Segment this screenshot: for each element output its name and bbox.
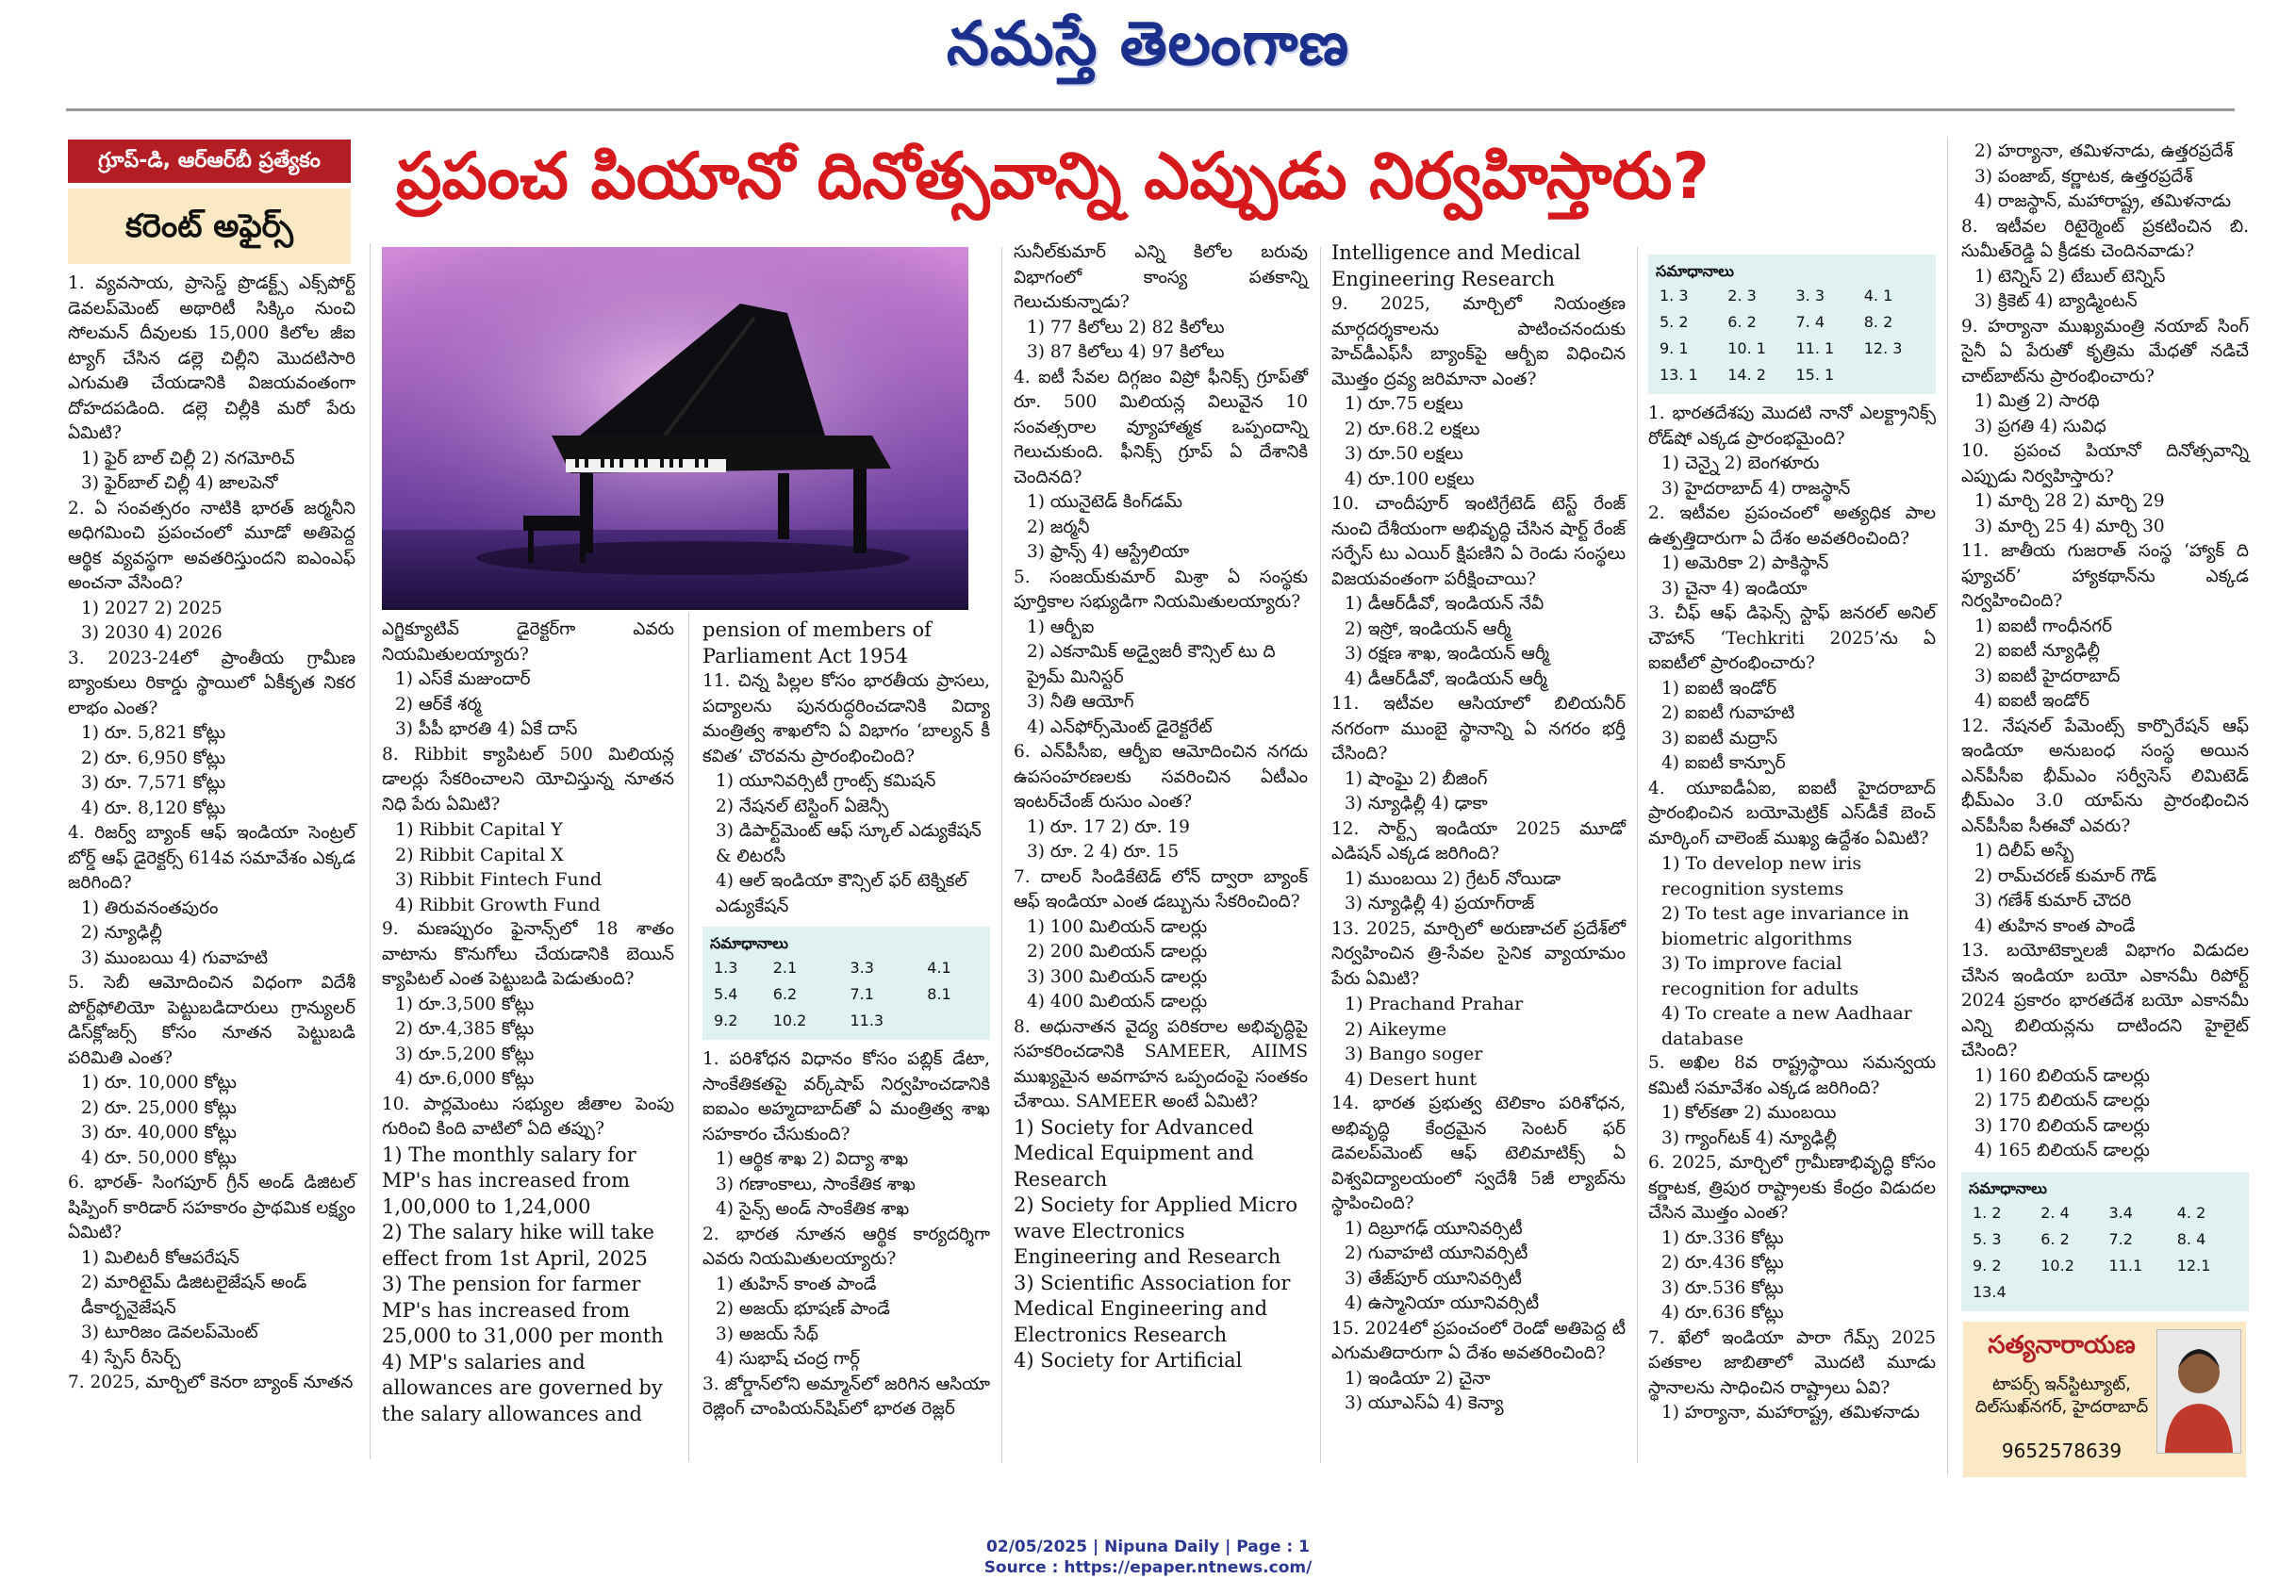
option-text: 4) సైన్స్ అండ్ సాంకేతిక శాఖ — [716, 1199, 910, 1219]
column-divider — [688, 613, 689, 1461]
question-text: 11. ఇటీవల ఆసియాలో బిలియనీర్ నగరంగా ముంబై స్థానాన్ని ఏ నగరం భర్తీ చేసింది? — [1331, 694, 1626, 764]
option-text: 1) హర్యానా, మహారాష్ట్ర, తమిళనాడు — [1661, 1403, 1920, 1423]
answer-cell: 4.1 — [927, 959, 951, 977]
option-text: 3) రూ. 7,571 కోట్లు — [81, 773, 226, 793]
option-text: 3) ఐఐటీ మద్రాస్ — [1661, 728, 1778, 749]
question-text: 1. పరిశోధన విధానం కోసం పబ్లిక్ డేటా, సాంకేతికతపై వర్క్‌షాప్ నిర్వహించడానికి ఐఐఎం అహ్మదాబాద్‌తో ఏ మంత్రిత్వ శాఖ సహకారం చేసుకుంది? — [702, 1049, 990, 1144]
option-text: 3) 300 మిలియన్ డాలర్లు — [1027, 966, 1208, 987]
option-text: pension of members of Parliament Act 1954 — [702, 618, 932, 667]
option-text: 3) ఐఐటీ హైదరాబాద్ — [1974, 666, 2121, 686]
answer-cell: 12.1 — [2176, 1256, 2211, 1275]
option-text: 2) హర్యానా, తమిళనాడు, ఉత్తరప్రదేశ్ — [1974, 141, 2234, 161]
answer-cell: 12. 3 — [1863, 339, 1903, 357]
column-5 — [1331, 240, 1626, 1417]
option-text: 1) The monthly salary for MP's has increased from 1,00,000 to 1,24,000 — [382, 1143, 636, 1218]
option-text: 3) పంజాబ్, కర్ణాటక, ఉత్తరప్రదేశ్ — [1974, 166, 2193, 187]
option-text: 1) రూ. 10,000 కోట్లు — [81, 1073, 237, 1093]
question-text: 13. 2025, మార్చిలో అరుణాచల్ ప్రదేశ్‌లో నిర్వహించిన త్రి-సేవల సైనిక వ్యాయామం పేరు ఏమిటి? — [1331, 918, 1626, 989]
question-text: ఎగ్జిక్యూటివ్ డైరెక్టర్‌గా ఎవరు నియమితులయ్యారు? — [382, 619, 674, 665]
answer-cell: 3.3 — [850, 959, 874, 977]
option-text: 3) అజయ్ సేథ్ — [716, 1324, 818, 1344]
option-text: 3) రూ.536 కోట్లు — [1661, 1277, 1784, 1298]
option-text: 1) రూ. 17 2) రూ. 19 — [1027, 816, 1190, 837]
piano-illustration — [382, 247, 968, 610]
option-text: 3) To improve facial recognition for adults — [1661, 953, 1859, 999]
option-text: 1) టెన్నిస్ 2) టేబుల్ టెన్నిస్ — [1974, 266, 2166, 287]
question-text: 10. పార్లమెంటు సభ్యుల జీతాల పెంపు గురించి కింది వాటిలో ఏది తప్పు? — [382, 1094, 674, 1139]
answer-table — [1969, 1200, 2241, 1306]
answer-cell: 6.2 — [772, 985, 798, 1003]
option-text: 1) ఐఐటీ గాంధీనగర్ — [1974, 616, 2112, 636]
option-text: 1) మిలిటరీ కోఆపరేషన్ — [81, 1247, 240, 1268]
option-text: 3) రూ. 40,000 కోట్లు — [81, 1123, 237, 1143]
option-text: 1) Prachand Prahar — [1345, 994, 1524, 1014]
question-text: 6. 2025, మార్చిలో గ్రామీణాభివృద్ధి కోసం కర్ణాటక, త్రిపుర రాష్ట్రాలకు కేంద్రం విడుదల చేసిన మొత్తం ఎంత? — [1648, 1153, 1936, 1223]
option-text: 3) హైదరాబాద్ 4) రాజస్థాన్ — [1661, 478, 1851, 499]
footer-date: 02/05/2025 | Nipuna Daily | Page : 1 — [986, 1538, 1310, 1556]
answer-cell: 14. 2 — [1727, 366, 1766, 384]
option-text: 2) Aikeyme — [1345, 1018, 1447, 1040]
option-text: 2) ఎకనామిక్ అడ్వైజరీ కౌన్సిల్ టు ది ప్రైమ్ మినిస్టర్ — [1027, 642, 1276, 687]
option-text: 2) అజయ్ భూషణ్ పాండే — [716, 1299, 890, 1319]
author-phone: 9652578639 — [2001, 1440, 2123, 1462]
answer-cell: 9. 1 — [1660, 339, 1689, 357]
answer-cell: 8. 2 — [1863, 313, 1893, 331]
question-text: 2. భారత నూతన ఆర్థిక కార్యదర్శిగా ఎవరు నియమితులయ్యారు? — [702, 1224, 990, 1269]
column-divider — [1001, 247, 1002, 1463]
answer-cell: 5.4 — [714, 985, 738, 1003]
option-text: 1) షాంఘై 2) బీజింగ్ — [1345, 768, 1488, 789]
question-text: 4. యూఐడీఏఐ, ఐఐటీ హైదరాబాద్ ప్రారంభించిన బయోమెట్రిక్ ఎస్‌డీకే బెంచ్ మార్కింగ్ చాలెంజ్ ముఖ్య ఉద్దేశం ఏమిటి? — [1648, 778, 1936, 848]
answer-cell: 8.1 — [927, 985, 951, 1003]
answer-box — [1648, 255, 1936, 394]
option-text: 1) దిబ్రూగఢ్ యూనివర్సిటీ — [1345, 1218, 1523, 1239]
column-2 — [382, 617, 674, 1427]
option-text: 1) మార్చి 28 2) మార్చి 29 — [1974, 491, 2165, 511]
question-text: 8. అధునాతన వైద్య పరికరాల అభివృద్ధిపై సహకరించడానికి SAMEER, AIIMS ముఖ్యమైన అవగాహన ఒప్పందంపై సంతకం చేశాయి. SAMEER అంటే ఏమిటి? — [1014, 1016, 1308, 1111]
answer-cell: 11. 1 — [1795, 339, 1835, 357]
option-text: 1) యూనివర్సిటీ గ్రాంట్స్ కమిషన్ — [716, 771, 936, 791]
option-text: 3) రక్షణ శాఖ, ఇండియన్ ఆర్మీ — [1345, 644, 1550, 664]
question-text: 9. మణప్పురం ఫైనాన్స్‌లో 18 శాతం వాటాను కొనుగోలు చేయడానికి బెయిన్ క్యాపిటల్ ఎంత పెట్టుబడి పెడుతుంది? — [382, 919, 674, 989]
footer-source: Source : https://epaper.ntnews.com/ — [983, 1558, 1313, 1577]
author-role: టాపర్స్ ఇన్‌స్టిట్యూట్, దిల్‌సుఖ్‌నగర్, హైదరాబాద్ — [1974, 1374, 2149, 1417]
question-text: 10. ప్రపంచ పియానో దినోత్సవాన్ని ఎప్పుడు నిర్వహిస్తారు? — [1961, 441, 2249, 486]
answer-cell: 7.2 — [2108, 1229, 2133, 1248]
answer-cell: 5. 3 — [1973, 1229, 2002, 1248]
answer-cell: 3.4 — [2108, 1203, 2133, 1222]
option-text: 2) ఐఐటీ గువాహటి — [1661, 703, 1795, 723]
answer-box — [702, 927, 990, 1040]
question-text: 4. ఐటీ సేవల దిగ్గజం విప్రో ఫీనిక్స్ గ్రూప్‌తో రూ. 500 మిలియన్ల విలువైన 10 సంవత్సరాల వ్యూహాత్మక ఒప్పందాన్ని గెలుచుకుంది. ఫీనిక్స్ గ్రూప్ ఏ దేశానికి చెందినది? — [1014, 367, 1308, 487]
headline: ప్రపంచ పియానో దినోత్సవాన్ని ఎప్పుడు నిర్వహిస్తారు? — [396, 140, 1710, 214]
answer-cell: 2.1 — [772, 959, 798, 977]
option-text: 3) Ribbit Fintech Fund — [395, 869, 603, 890]
answer-table — [710, 955, 983, 1034]
option-text: 4) ఆల్ ఇండియా కౌన్సిల్ ఫర్ టెక్నికల్ ఎడ్యుకేషన్ — [716, 871, 967, 916]
option-text: 1) దిలీప్ అస్బే — [1974, 841, 2074, 861]
option-text: 3) న్యూఢిల్లీ 4) ఢాకా — [1345, 794, 1488, 814]
column-divider — [1637, 247, 1638, 1463]
option-text: 2) Society for Applied Micro wave Electronics Engineering and Research — [1014, 1193, 1297, 1268]
section-title: కరెంట్ అఫైర్స్ — [68, 189, 351, 264]
option-text: 4) సుభాష్ చంద్ర గార్గ్ — [716, 1349, 860, 1369]
option-text: 1) డీఆర్‌డీవో, ఇండియన్ నేవీ — [1345, 594, 1544, 614]
answer-cell — [2037, 1279, 2105, 1306]
question-text: 7. ఖేలో ఇండియా పారా గేమ్స్ 2025 పతకాల జాబితాలో మొదటి మూడు స్థానాలను సాధించిన రాష్ట్రాలు ఏవి? — [1648, 1327, 1936, 1398]
option-text: 2) రామ్‌చరణ్ కుమార్ గౌడ్ — [1974, 865, 2157, 886]
answer-table — [1656, 283, 1928, 388]
answer-cell: 10. 1 — [1727, 339, 1766, 357]
answer-cell: 15. 1 — [1795, 366, 1835, 384]
option-text: 4) MP's salaries and allowances are governed by the salary allowances and — [382, 1350, 663, 1425]
answer-cell: 1. 2 — [1973, 1203, 2002, 1222]
answer-cell: 10.2 — [2040, 1256, 2074, 1275]
option-text: 3) ఫ్రాన్స్ 4) ఆస్ట్రేలియా — [1027, 542, 1190, 562]
option-text: 4) ఐఐటీ ఇండోర్ — [1974, 691, 2090, 711]
masthead — [0, 9, 2296, 99]
question-text: 8. Ribbit క్యాపిటల్ 500 మిలియన్ల డాలర్లు సేకరించాలని యోచిస్తున్న నూతన నిధి పేరు ఏమిటి? — [382, 744, 674, 814]
header-rule — [66, 108, 2235, 111]
question-text: 8. ఇటీవల రిటైర్మెంట్ ప్రకటించిన బి. సుమీత్‌రెడ్డి ఏ క్రీడకు చెందినవాడు? — [1961, 216, 2249, 261]
option-text: 4) ఐఐటీ కాన్పూర్ — [1661, 753, 1786, 773]
option-text: 1) ఇండియా 2) చైనా — [1345, 1368, 1491, 1389]
answer-cell — [2173, 1279, 2241, 1306]
question-text: 2. ఏ సంవత్సరం నాటికి భారత్ జర్మనీని అధిగమించి ప్రపంచంలో మూడో అతిపెద్ద ఆర్థిక వ్యవస్థగా అవతరిస్తుందని ఐఎంఎఫ్ అంచనా వేసింది? — [68, 498, 355, 593]
question-text: 6. భారత్- సింగపూర్ గ్రీన్ అండ్ డిజిటల్ షిప్పింగ్ కారిడార్ సహకారం ప్రాథమిక లక్ష్యం ఏమిటి? — [68, 1173, 355, 1242]
person-icon — [2157, 1330, 2240, 1453]
question-text: 14. భారత ప్రభుత్వ టెలికాం పరిశోధన, అభివృద్ధి కేంద్రమైన సెంటర్ ఫర్ డెవలప్‌మెంట్ ఆఫ్ టెలిమాటిక్స్ ఏ విశ్వవిద్యాలయంలో స్వదేశీ 5జీ ల్యాబ్‌ను స్థాపించింది? — [1331, 1094, 1626, 1213]
question-text: 9. హర్యానా ముఖ్యమంత్రి నయాబ్ సింగ్ సైనీ ఏ పేరుతో కృత్రిమ మేధతో నడిచే చాట్‌బాట్‌ను ప్రారంభించారు? — [1961, 316, 2249, 387]
option-text: 4) రూ. 50,000 కోట్లు — [81, 1147, 237, 1168]
question-text: 11. జాతీయ గుజరాత్ సంస్థ ‘హ్యాక్ ది ఫ్యూచర్’ హ్యాకథాన్‌ను ఎక్కడ నిర్వహించింది? — [1961, 541, 2249, 611]
option-text: 3) రూ.50 లక్షలు — [1345, 444, 1463, 464]
option-text: 4) 400 మిలియన్ డాలర్లు — [1027, 992, 1208, 1012]
answer-cell: 13.4 — [1973, 1282, 2007, 1301]
question-text: 5. అఖిల 8వ రాష్ట్రస్థాయి సమన్వయ కమిటీ సమావేశం ఎక్కడ జరిగింది? — [1648, 1053, 1936, 1098]
answer-cell: 1.3 — [714, 959, 738, 977]
option-text: 3) రూ.5,200 కోట్లు — [395, 1044, 535, 1064]
author-name: సత్యనారాయణ — [1988, 1331, 2136, 1359]
answer-cell: 4. 2 — [2176, 1203, 2206, 1222]
answer-cell — [1860, 362, 1928, 388]
option-text: 4) రూ.636 కోట్లు — [1661, 1303, 1784, 1323]
option-text: 3) ప్రగతి 4) సువిధ — [1974, 416, 2106, 436]
option-text: 1) 2027 2) 2025 — [81, 598, 223, 618]
option-text: 4) రూ.100 లక్షలు — [1345, 469, 1475, 489]
column-3 — [702, 617, 990, 1423]
option-text: 1) ఆర్బీఐ — [1027, 617, 1095, 637]
option-text: 1) ఎస్‌కే మజుందార్ — [395, 669, 531, 689]
option-text: 3) Bango soger — [1345, 1044, 1483, 1064]
option-text: 3) డిపార్ట్‌మెంట్ ఆఫ్ స్కూల్ ఎడ్యుకేషన్ & లిటరసీ — [716, 821, 982, 866]
question-text: 15. 2024లో ప్రపంచంలో రెండో అతిపెద్ద టీ ఎగుమతిదారుగా ఏ దేశం అవతరించింది? — [1331, 1318, 1626, 1363]
option-text: 2) To test age invariance in biometric algorithms — [1661, 903, 1909, 949]
option-text: 1) రూ. 5,821 కోట్లు — [81, 723, 226, 743]
question-text: సునీల్‌కుమార్ ఎన్ని కిలోల బరువు విభాగంలో కాంస్య పతకాన్ని గెలుచుకున్నాడు? — [1014, 242, 1308, 312]
answer-cell: 9. 2 — [1973, 1256, 2002, 1275]
option-text: 1) 100 మిలియన్ డాలర్లు — [1027, 916, 1208, 937]
option-text: 1) తిరువనంతపురం — [81, 897, 219, 918]
option-text: 3) న్యూఢిల్లీ 4) ప్రయాగ్‌రాజ్ — [1345, 894, 1535, 913]
option-text: 2) ఐఐటీ న్యూఢిల్లీ — [1974, 641, 2100, 661]
option-text: 4) రూ.6,000 కోట్లు — [395, 1069, 535, 1089]
option-text: 1) 77 కిలోలు 2) 82 కిలోలు — [1027, 317, 1225, 337]
option-text: 1) ఐఐటీ ఇండోర్ — [1661, 678, 1776, 699]
option-text: 1) ఆర్థిక శాఖ 2) విద్యా శాఖ — [716, 1149, 909, 1169]
answer-cell: 7. 4 — [1795, 313, 1825, 331]
option-text: 1) రూ.75 లక్షలు — [1345, 394, 1463, 414]
question-text: 5. సంజయ్‌కుమార్ మిశ్రా ఏ సంస్థకు పూర్తికాల సభ్యుడిగా నియమితులయ్యారు? — [1014, 567, 1308, 612]
question-text: 7. 2025, మార్చిలో కెనరా బ్యాంక్ నూతన — [68, 1373, 354, 1392]
option-text: 4) డీఆర్‌డీవో, ఇండియన్ ఆర్మీ — [1345, 668, 1547, 689]
option-text: 3) గణాంకాలు, సాంకేతిక శాఖ — [716, 1174, 916, 1194]
newspaper-logo: నమస్తే తెలంగాణ — [946, 9, 1350, 79]
option-text: 2) రూ.436 కోట్లు — [1661, 1253, 1784, 1273]
answer-cell: 2. 3 — [1727, 287, 1757, 304]
answer-cell: 6. 2 — [1727, 313, 1757, 331]
question-text: 1. వ్యవసాయ, ప్రాసెస్డ్ ప్రొడక్ట్స్ ఎక్స్‌పోర్ట్ డెవలప్‌మెంట్ అథారిటీ సిక్కిం నుంచి సోలమన్ దీవులకు 15,000 కిలోల జీఐ ట్యాగ్ చేసిన డల్లె చిల్లీని మొదటిసారి ఎగుమతి చేయడానికి విజయవంతంగా దోహదపడింది. డల్లె చిల్లీకి మరో పేరు ఏమిటి? — [68, 273, 355, 443]
option-text: 3) Scientific Association for Medical Engineering and Electronics Research — [1014, 1271, 1291, 1346]
option-text: 3) యూఎస్ఏ 4) కెన్యా — [1345, 1393, 1504, 1413]
option-text: 2) గువాహటి యూనివర్సిటీ — [1345, 1243, 1528, 1263]
option-text: 1) Ribbit Capital Y — [395, 819, 563, 840]
option-text: 2) మారిటైమ్ డిజిటలైజేషన్ అండ్ డీకార్బనైజేషన్ — [81, 1273, 307, 1318]
option-text: 1) అమెరికా 2) పాకిస్థాన్ — [1661, 553, 1829, 573]
option-text: 2) 175 బిలియన్ డాలర్లు — [1974, 1091, 2150, 1111]
option-text: 2) నేషనల్ టెస్టింగ్ ఏజెన్సీ — [716, 796, 889, 816]
option-text: 4) రాజస్థాన్, మహారాష్ట్ర, తమిళనాడు — [1974, 191, 2231, 211]
option-text: 3) 87 కిలోలు 4) 97 కిలోలు — [1027, 342, 1225, 362]
option-text: 2) Ribbit Capital X — [395, 844, 564, 865]
question-text: 3. జోర్డాన్‌లోని అమ్మాన్‌లో జరిగిన ఆసియా రెజ్లింగ్ చాంపియన్‌షిప్‌లో భారత రెజ్లర్ — [702, 1374, 990, 1419]
option-text: 3) తేజ్‌పూర్ యూనివర్సిటీ — [1345, 1268, 1522, 1289]
answer-cell: 11.3 — [850, 1012, 884, 1029]
option-text: 2) రూ.68.2 లక్షలు — [1345, 419, 1480, 439]
option-text: 1) ముంబయి 2) గ్రేటర్ నోయిడా — [1345, 868, 1561, 889]
option-text: 2) The salary hike will take effect from 1st April, 2025 — [382, 1221, 654, 1270]
option-text: 2) ఆర్‌కే శర్మ — [395, 694, 482, 715]
option-text: 3) గణేశ్ కుమార్ చౌదరి — [1974, 891, 2132, 911]
answer-cell: 2. 4 — [2040, 1203, 2070, 1222]
option-text: 1) ఫైర్ బాల్ చిల్లీ 2) నగమోరిచ్ — [81, 448, 295, 469]
question-text: 3. 2023-24లో ప్రాంతీయ గ్రామీణ బ్యాంకులు రికార్డు స్థాయిలో ఏకీకృత నికర లాభం ఎంత? — [68, 648, 355, 718]
option-text: 1) యునైటెడ్ కింగ్‌డమ్ — [1027, 492, 1182, 512]
option-text: 3) 2030 4) 2026 — [81, 623, 223, 643]
option-text: 3) రూ. 2 4) రూ. 15 — [1027, 842, 1180, 862]
question-text: 12. సార్ట్స్ ఇండియా 2025 మూడో ఎడిషన్ ఎక్కడ జరిగింది? — [1331, 818, 1626, 864]
option-text: 4) Desert hunt — [1345, 1068, 1478, 1090]
option-text: 4) స్పేస్ రీసెర్చ్ — [81, 1347, 181, 1368]
option-text: 3) The pension for farmer MP's has increased from 25,000 to 31,000 per month — [382, 1273, 664, 1347]
option-text: 3) 170 బిలియన్ డాలర్లు — [1974, 1115, 2150, 1136]
option-text: 1) రూ.336 కోట్లు — [1661, 1227, 1784, 1248]
option-text: 2) రూ.4,385 కోట్లు — [395, 1019, 535, 1039]
column-4 — [1014, 240, 1308, 1374]
option-text: 3) పీపీ భారతి 4) ఏకే దాస్ — [395, 719, 578, 739]
option-text: 3) మార్చి 25 4) మార్చి 30 — [1974, 516, 2165, 536]
answer-label: సమాధానాలు — [1969, 1178, 2047, 1197]
question-text: 5. సెబీ ఆమోదించిన విధంగా విదేశీ పోర్ట్‌ఫోలియో పెట్టుబడిదారులు గ్రాన్యులర్ డిస్‌క్లోజర్స్ కోసం నూతన పెట్టుబడి పరిమితి ఎంత? — [68, 973, 355, 1068]
option-text: 3) ఫైర్‌బాల్ చిల్లీ 4) జాలపెనో — [81, 473, 278, 493]
option-text: 2) జర్మనీ — [1027, 517, 1090, 537]
option-text: 2) ఇస్రో, ఇండియన్ ఆర్మీ — [1345, 618, 1511, 639]
question-text: 6. ఎన్‌పీసీఐ, ఆర్బీఐ ఆమోదించిన నగదు ఉపసంహరణలకు సవరించిన ఏటీఎం ఇంటర్‌చేంజ్ రుసుం ఎంత? — [1014, 742, 1308, 812]
option-text: 1) రూ.3,500 కోట్లు — [395, 994, 535, 1014]
answer-cell: 3. 3 — [1795, 287, 1825, 304]
answer-cell: 7.1 — [850, 985, 874, 1003]
question-text: 4. రిజర్వ్ బ్యాంక్ ఆఫ్ ఇండియా సెంట్రల్ బోర్డ్ ఆఫ్ డైరెక్టర్స్ 614వ సమావేశం ఎక్కడ జరిగింది? — [68, 823, 355, 893]
option-text: 4) To create a new Aadhaar database — [1661, 1003, 1912, 1049]
option-text: 3) ముంబయి 4) గువాహటి — [81, 947, 269, 968]
option-text: 1) కోల్‌కతా 2) ముంబయి — [1661, 1103, 1837, 1123]
option-text: 4) Ribbit Growth Fund — [395, 894, 601, 915]
answer-cell: 8. 4 — [2176, 1229, 2206, 1248]
option-text: 1) తుహిన్ కాంత పాండే — [716, 1274, 877, 1294]
column-7 — [1961, 140, 2249, 1319]
answer-cell — [2106, 1279, 2173, 1306]
option-text: 4) రూ. 8,120 కోట్లు — [81, 798, 226, 818]
answer-cell: 13. 1 — [1660, 366, 1698, 384]
option-text: 2) న్యూఢిల్లీ — [81, 923, 162, 943]
answer-cell: 5. 2 — [1660, 313, 1689, 331]
column-divider — [1947, 137, 1948, 1475]
question-text: 12. నేషనల్ పేమెంట్స్ కార్పొరేషన్ ఆఫ్ ఇండియా అనుబంధ సంస్థ అయిన ఎన్‌పీసీఐ భీమ్‌ఎం సర్వీసెస్ లిమిటెడ్ భీమ్‌ఎం 3.0 యాప్‌ను ప్రారంభించిన ఎన్‌పీసీఐ సీఈవో ఎవరు? — [1961, 716, 2249, 836]
option-text: Intelligence and Medical Engineering Research — [1331, 241, 1581, 290]
question-text: 9. 2025, మార్చిలో నియంత్రణ మార్గదర్శకాలను పాటించనందుకు హెచ్‌డీఎఫ్‌సీ బ్యాంక్‌పై ఆర్బీఐ విధించిన మొత్తం ద్రవ్య జరిమానా ఎంత? — [1331, 294, 1626, 389]
question-text: 7. దాలర్ సిండికేటెడ్ లోన్ ద్వారా బ్యాంక్ ఆఫ్ ఇండియా ఎంత డబ్బును సేకరించింది? — [1014, 866, 1308, 912]
answer-cell: 11.1 — [2108, 1256, 2143, 1275]
option-text: 2) రూ. 25,000 కోట్లు — [81, 1097, 237, 1118]
option-text: 4) ఎన్‌ఫోర్స్‌మెంట్ డైరెక్టరేట్ — [1027, 716, 1213, 737]
column-6 — [1648, 247, 1936, 1426]
option-text: 4) 165 బిలియన్ డాలర్లు — [1974, 1141, 2150, 1160]
option-text: 4) తుహిన కాంత పాండే — [1974, 915, 2136, 936]
column-divider — [370, 243, 371, 1459]
column-1 — [68, 271, 355, 1396]
option-text: 4) ఉస్మానియా యూనివర్సిటీ — [1345, 1293, 1540, 1313]
question-text: 10. చాందీపూర్ ఇంటిగ్రేటెడ్ టెస్ట్ రేంజ్ నుంచి దేశీయంగా అభివృద్ధి చేసిన షార్ట్ రేంజ్ సర్ఫేస్ టు ఎయిర్ క్షిపణిని ఏ రెండు సంస్థలు విజయవంతంగా పరీక్షించాయి? — [1331, 494, 1626, 589]
question-text: 2. ఇటీవల ప్రపంచంలో అత్యధిక పాల ఉత్పత్తిదారుగా ఏ దేశం అవతరించింది? — [1648, 503, 1936, 549]
answer-label: సమాధానాలు — [1656, 262, 1734, 280]
answer-cell — [923, 1008, 983, 1034]
answer-cell: 10.2 — [772, 1012, 807, 1029]
option-text: 1) Society for Advanced Medical Equipment and Research — [1014, 1115, 1254, 1191]
option-text: 1) To develop new iris recognition systems — [1661, 853, 1862, 899]
question-text: 11. చిన్న పిల్లల కోసం భారతీయ ప్రాసలు, పద్యాలను పునరుద్ధరించడానికి విద్యా మంత్రిత్వ శాఖలోని ఏ విభాగం ‘బాల్యన్ కీ కవిత’ చొరవను ప్రారంభించింది? — [702, 671, 990, 766]
option-text: 2) 200 మిలియన్ డాలర్లు — [1027, 942, 1208, 962]
option-text: 3) గ్యాంగ్‌టక్ 4) న్యూఢిల్లీ — [1661, 1127, 1837, 1148]
question-text: 13. బయోటెక్నాలజీ విభాగం విడుదల చేసిన ఇండియా బయో ఎకానమీ రిపోర్ట్ 2024 ప్రకారం భారతదేశ బయో ఎకానమీ ఎన్ని బిలియన్లను దాటిందని హైలైట్ చేసింది? — [1961, 941, 2249, 1061]
answer-cell: 6. 2 — [2040, 1229, 2070, 1248]
answer-cell: 9.2 — [714, 1012, 738, 1029]
option-text: 3) నీతి ఆయోగ్ — [1027, 692, 1134, 712]
answer-cell: 1. 3 — [1660, 287, 1689, 304]
option-text: 2) రూ. 6,950 కోట్లు — [81, 748, 226, 768]
option-text: 4) Society for Artificial — [1014, 1349, 1243, 1372]
option-text: 1) చెన్నై 2) బెంగళూరు — [1661, 453, 1820, 473]
question-text: 1. భారతదేశపు మొదటి నానో ఎలక్ట్రానిక్స్ రోడ్‌షో ఎక్కడ ప్రారంభమైంది? — [1648, 403, 1936, 449]
option-text: 1) 160 బిలియన్ డాలర్లు — [1974, 1065, 2150, 1086]
answer-label: సమాధానాలు — [710, 934, 788, 952]
page-footer — [0, 1537, 2296, 1578]
answer-box — [1961, 1172, 2249, 1311]
option-text: 1) మిత్ర 2) సారథి — [1974, 391, 2100, 411]
option-text: 3) టూరిజం డెవలప్‌మెంట్ — [81, 1323, 258, 1342]
author-box — [1963, 1322, 2246, 1477]
answer-cell: 4. 1 — [1863, 287, 1893, 304]
column-divider — [1320, 247, 1321, 1463]
option-text: 3) చైనా 4) ఇండియా — [1661, 578, 1808, 599]
question-text: 3. చీఫ్ ఆఫ్ డిఫెన్స్ స్టాఫ్ జనరల్ అనిల్ చౌహాన్ ‘Techkriti 2025’ను ఏ ఐఐటీలో ప్రారంభించారు? — [1648, 603, 1936, 673]
option-text: 3) క్రికెట్ 4) బ్యాడ్మింటన్ — [1974, 291, 2138, 311]
section-tag: గ్రూప్-డి, ఆర్ఆర్‌బీ ప్రత్యేకం — [68, 140, 351, 183]
piano-photo — [382, 247, 968, 610]
avatar — [2156, 1329, 2241, 1454]
